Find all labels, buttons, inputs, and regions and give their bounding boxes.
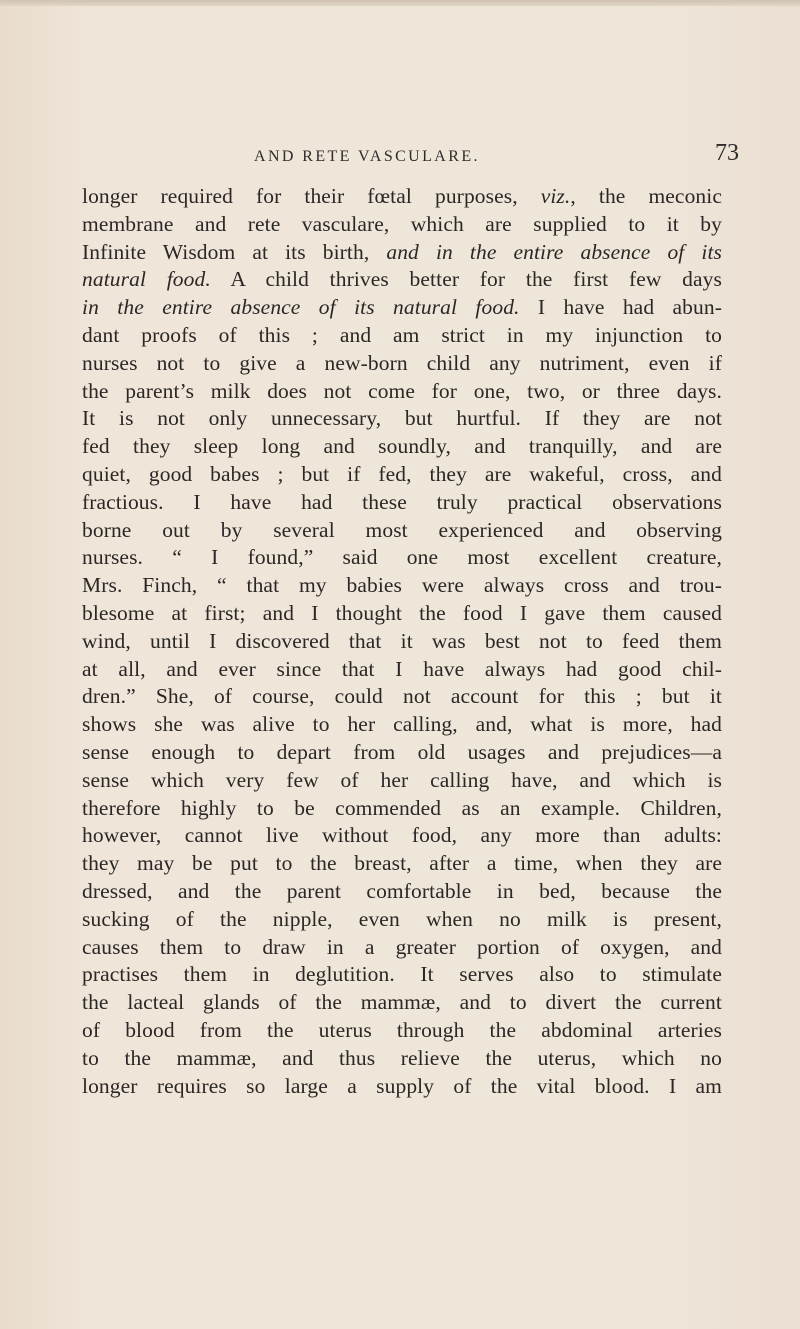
text-run: longer required for their fœtal purposes,	[82, 184, 541, 208]
text-line	[82, 544, 722, 572]
text-line	[82, 183, 722, 211]
text-line	[82, 628, 722, 656]
text-run: fractious. I have had these truly practical observations	[82, 489, 722, 514]
text-run: shows she was alive to her calling, and, what is more, had	[82, 712, 722, 737]
text-line	[82, 822, 722, 850]
text-run: membrane and rete vasculare, which are supplied to it by	[82, 211, 722, 236]
text-run: dren.” She, of course, could not account for this ; but it	[82, 684, 722, 709]
page-number: 73	[715, 140, 739, 166]
text-run: longer requires so large a supply of the vital blood. I am	[82, 1073, 722, 1098]
text-line	[82, 934, 722, 962]
text-run: borne out by several most experienced and observing	[82, 517, 722, 542]
text-run: , the meconic	[570, 184, 722, 208]
text-run: I have had abun-	[519, 295, 722, 320]
text-run: sense which very few of her calling have, and which is	[82, 767, 722, 792]
text-run: the lacteal glands of the mammæ, and to divert the current	[82, 990, 722, 1015]
text-run: they may be put to the breast, after a time, when they are	[82, 851, 722, 876]
text-run: wind, until I discovered that it was best not to feed them	[82, 628, 722, 653]
italic-run: in the entire absence of its natural food.	[82, 295, 520, 320]
text-line	[82, 322, 722, 350]
text-run: nurses not to give a new-born child any nutriment, even if	[82, 350, 722, 375]
text-line	[82, 350, 722, 378]
text-line	[82, 739, 722, 767]
text-line	[82, 211, 722, 239]
text-line	[82, 878, 722, 906]
page-top-edge	[0, 0, 800, 6]
text-line	[82, 795, 722, 823]
text-run: the parent’s milk does not come for one, two, or three days.	[82, 378, 722, 403]
text-line	[82, 600, 722, 628]
text-run: sucking of the nipple, even when no milk is present,	[82, 906, 722, 931]
text-line	[82, 266, 722, 294]
running-head	[0, 140, 800, 170]
text-line	[82, 239, 722, 267]
text-line	[82, 517, 722, 545]
text-line	[82, 1017, 722, 1045]
text-line	[82, 711, 722, 739]
text-run: however, cannot live without food, any more than adults:	[82, 823, 722, 848]
text-run: Mrs. Finch, “ that my babies were always cross and trou-	[82, 573, 722, 598]
text-line	[82, 405, 722, 433]
text-line	[82, 461, 722, 489]
text-run: nurses. “ I found,” said one most excellent creature,	[82, 545, 722, 570]
text-line	[82, 1073, 722, 1101]
text-run: therefore highly to be commended as an example. Children,	[82, 795, 722, 820]
text-run: sense enough to depart from old usages and prejudices—a	[82, 739, 722, 764]
text-run: dant proofs of this ; and am strict in my injunction to	[82, 322, 722, 347]
text-run: Infinite Wisdom at its birth,	[82, 239, 387, 264]
text-line	[82, 572, 722, 600]
text-run: blesome at first; and I thought the food I gave them caused	[82, 600, 722, 625]
text-line	[82, 767, 722, 795]
text-run: fed they sleep long and soundly, and tranquilly, and are	[82, 434, 722, 459]
text-line	[82, 850, 722, 878]
text-run: quiet, good babes ; but if fed, they are wakeful, cross, and	[82, 461, 722, 486]
text-run: practises them in deglutition. It serves also to stimulate	[82, 962, 722, 987]
text-run: dressed, and the parent comfortable in bed, because the	[82, 878, 722, 903]
text-line	[82, 489, 722, 517]
text-line	[82, 294, 722, 322]
text-line	[82, 989, 722, 1017]
text-line	[82, 378, 722, 406]
italic-run: viz.	[540, 184, 571, 208]
running-title: AND RETE VASCULARE.	[254, 148, 480, 165]
text-line	[82, 683, 722, 711]
text-run: to the mammæ, and thus relieve the uterus, which no	[82, 1045, 722, 1070]
text-line	[82, 1045, 722, 1073]
text-line	[82, 656, 722, 684]
text-line	[82, 433, 722, 461]
italic-run: natural food.	[82, 267, 211, 292]
body-text	[82, 183, 722, 1100]
text-run: causes them to draw in a greater portion of oxygen, and	[82, 934, 722, 959]
text-run: A child thrives better for the first few days	[210, 267, 722, 292]
text-run: of blood from the uterus through the abdominal arteries	[82, 1017, 722, 1042]
italic-run: and in the entire absence of its	[386, 239, 723, 264]
text-run: It is not only unnecessary, but hurtful. If they are not	[82, 406, 722, 431]
text-run: at all, and ever since that I have always had good chil-	[82, 656, 722, 681]
text-line	[82, 906, 722, 934]
text-line	[82, 961, 722, 989]
